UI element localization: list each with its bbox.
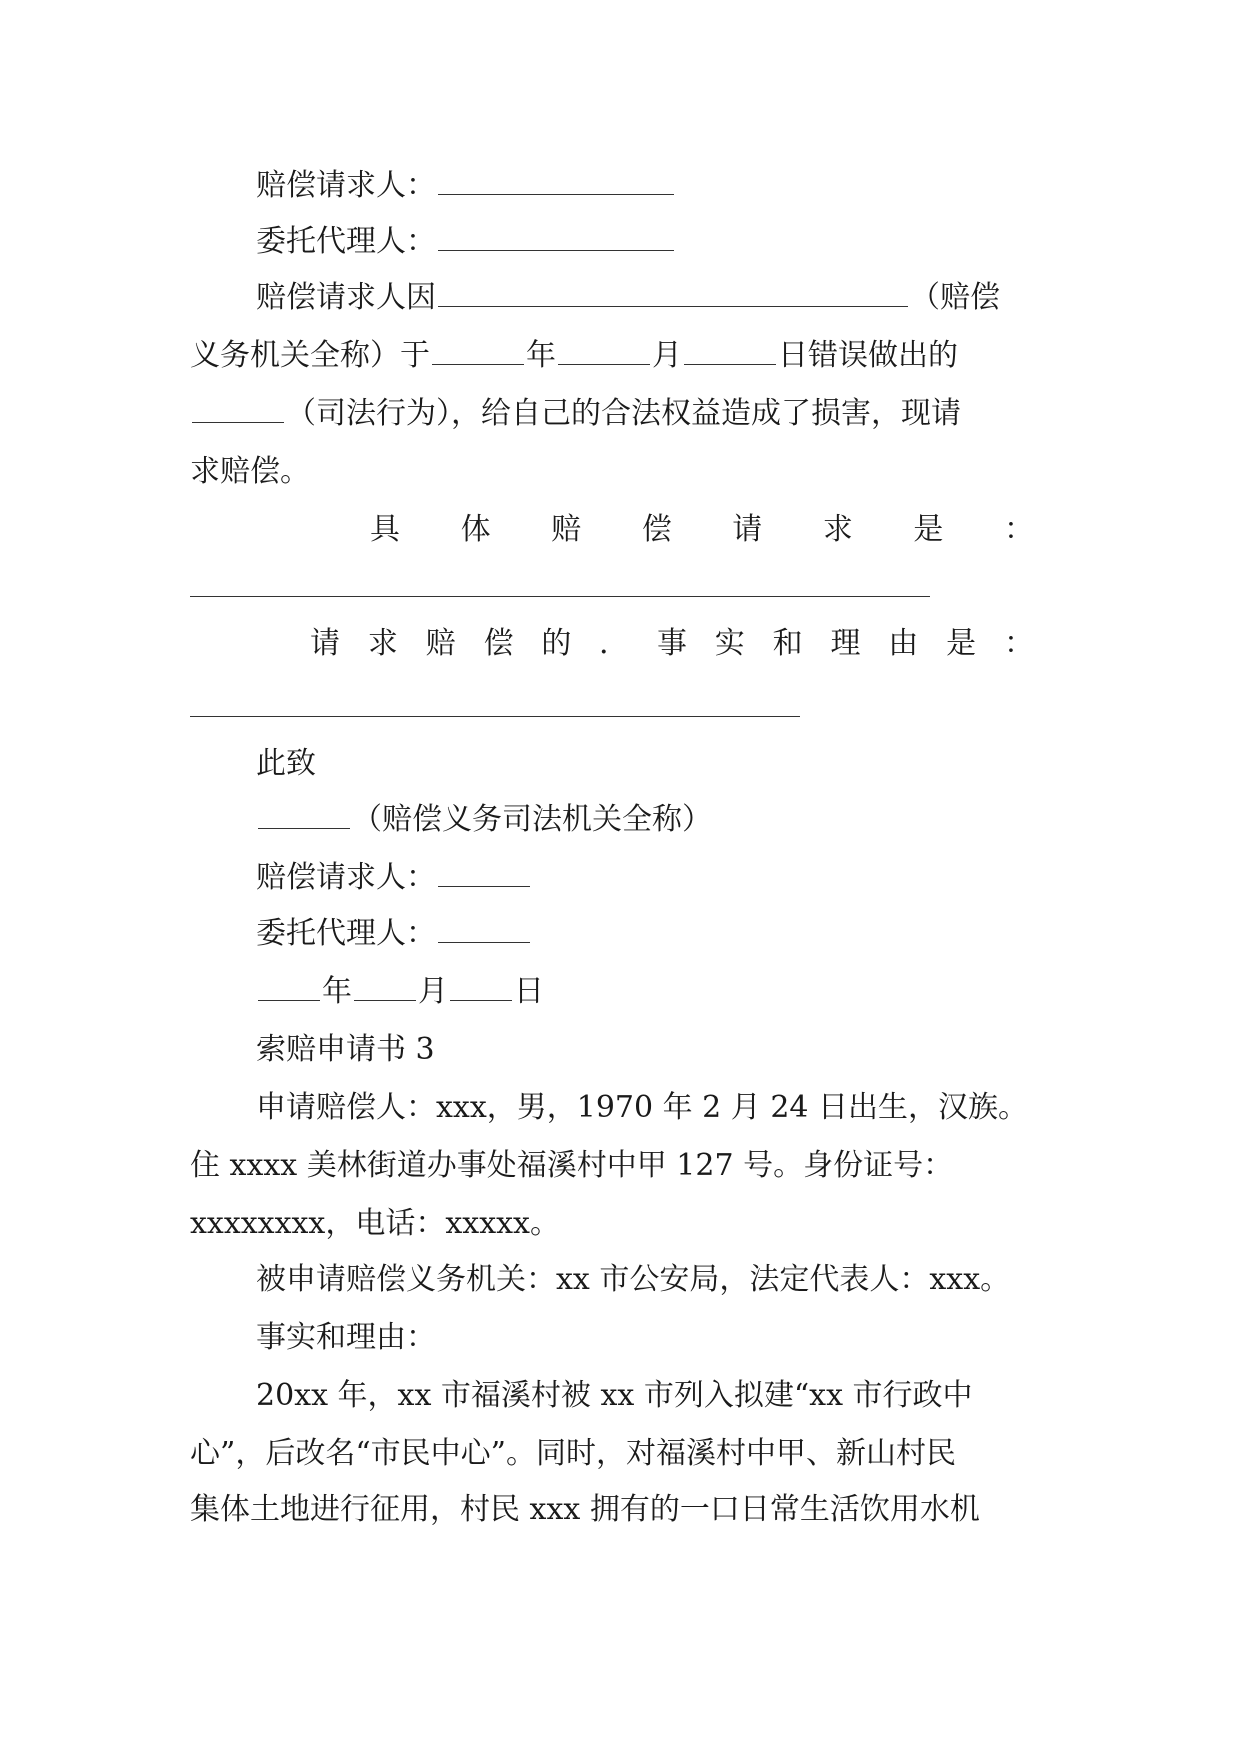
heading-char: 是 — [913, 512, 944, 547]
heading-char: 赔 — [551, 512, 582, 547]
sig-agent-blank — [438, 916, 530, 943]
text: （赔偿 — [910, 280, 1000, 315]
para-3 — [190, 1204, 560, 1244]
heading-char: 请 — [310, 626, 340, 661]
agent-line — [256, 222, 676, 262]
date-day-blank — [450, 974, 512, 1001]
heading-char: 事 — [656, 626, 687, 661]
heading-char: 求 — [367, 626, 398, 661]
year-blank — [432, 338, 524, 365]
text: 集体土地进行征用，村民 xxx 拥有的一口日常生活饮用水机 — [190, 1492, 980, 1527]
para-2 — [190, 1146, 953, 1186]
reason-heading — [310, 624, 1034, 664]
month-blank — [558, 338, 650, 365]
text: 20xx 年，xx 市福溪村被 xx 市列入拟建“xx 市行政中 — [256, 1378, 973, 1413]
heading-char: 实 — [714, 626, 745, 661]
para-1 — [256, 1088, 1028, 1128]
sig-claimant-blank — [438, 860, 530, 887]
signature-agent — [256, 914, 532, 954]
text: 义务机关全称）于 — [190, 338, 430, 373]
heading-char: 体 — [460, 512, 491, 547]
text: （赔偿义务司法机关全称） — [352, 802, 712, 837]
text: 住 xxxx 美林街道办事处福溪村中甲 127 号。身份证号： — [190, 1148, 954, 1183]
text: 日 — [514, 974, 544, 1009]
heading-char: 的 — [541, 626, 572, 661]
signature-claimant — [256, 858, 532, 898]
heading-char: 具 — [370, 512, 400, 547]
heading-char: 由 — [888, 626, 919, 661]
text: 月 — [418, 974, 448, 1009]
heading-char: 请 — [732, 512, 763, 547]
heading-char: 赔 — [425, 626, 456, 661]
text: 求赔偿。 — [190, 454, 310, 489]
text: 月 — [652, 338, 682, 373]
text: 心”，后改名“市民中心”。同时，对福溪村中甲、新山村民 — [190, 1436, 957, 1471]
specific-claims-rule — [190, 596, 930, 597]
act-blank — [192, 396, 284, 423]
text: 此致 — [256, 746, 316, 781]
heading-char: 和 — [772, 626, 803, 661]
specific-claims-heading — [370, 510, 1034, 550]
text: 索赔申请书 3 — [256, 1032, 435, 1067]
text: 事实和理由： — [256, 1320, 436, 1355]
agent-blank — [438, 224, 674, 251]
text: 年 — [322, 974, 352, 1009]
body-line-2 — [190, 336, 958, 376]
body-line-1 — [256, 278, 1000, 318]
text: xxxxxxxx，电话：xxxxx。 — [190, 1206, 560, 1241]
text: 被申请赔偿义务机关：xx 市公安局，法定代表人：xxx。 — [256, 1262, 1011, 1297]
organ-name-blank — [258, 802, 350, 829]
date-month-blank — [354, 974, 416, 1001]
heading-char: 偿 — [641, 512, 672, 547]
heading-char: 是 — [946, 626, 977, 661]
text: 赔偿请求人： — [256, 860, 436, 895]
heading-char: 理 — [830, 626, 861, 661]
para-7 — [190, 1434, 956, 1474]
para-6 — [256, 1376, 973, 1416]
organ-line — [256, 800, 712, 840]
claimant-line — [256, 166, 676, 206]
heading-char: 偿 — [483, 626, 514, 661]
text: 年 — [526, 338, 556, 373]
text: 申请赔偿人：xxx，男，1970 年 2 月 24 日出生，汉族。 — [256, 1090, 1029, 1125]
text: （司法行为），给自己的合法权益造成了损害，现请 — [286, 396, 961, 431]
date-year-blank — [258, 974, 320, 1001]
text: 赔偿请求人因 — [256, 280, 436, 315]
text: 委托代理人： — [256, 916, 436, 951]
body-line-3 — [190, 394, 961, 434]
heading-char: ． — [599, 626, 630, 661]
para-5 — [256, 1318, 436, 1358]
body-line-4 — [190, 452, 310, 492]
para-4 — [256, 1260, 1010, 1300]
day-blank — [684, 338, 776, 365]
claimant-blank — [438, 168, 674, 195]
claimant-label: 赔偿请求人： — [256, 168, 436, 203]
date-line — [256, 972, 544, 1012]
heading-char: 求 — [822, 512, 853, 547]
reason-rule — [190, 716, 800, 717]
section-title — [256, 1030, 435, 1070]
heading-char: ： — [1003, 512, 1034, 547]
zhici-line — [256, 744, 316, 784]
organ-blank — [438, 280, 908, 307]
heading-char: ： — [1003, 626, 1034, 661]
agent-label: 委托代理人： — [256, 224, 436, 259]
text: 日错误做出的 — [778, 338, 958, 373]
para-8 — [190, 1490, 980, 1530]
